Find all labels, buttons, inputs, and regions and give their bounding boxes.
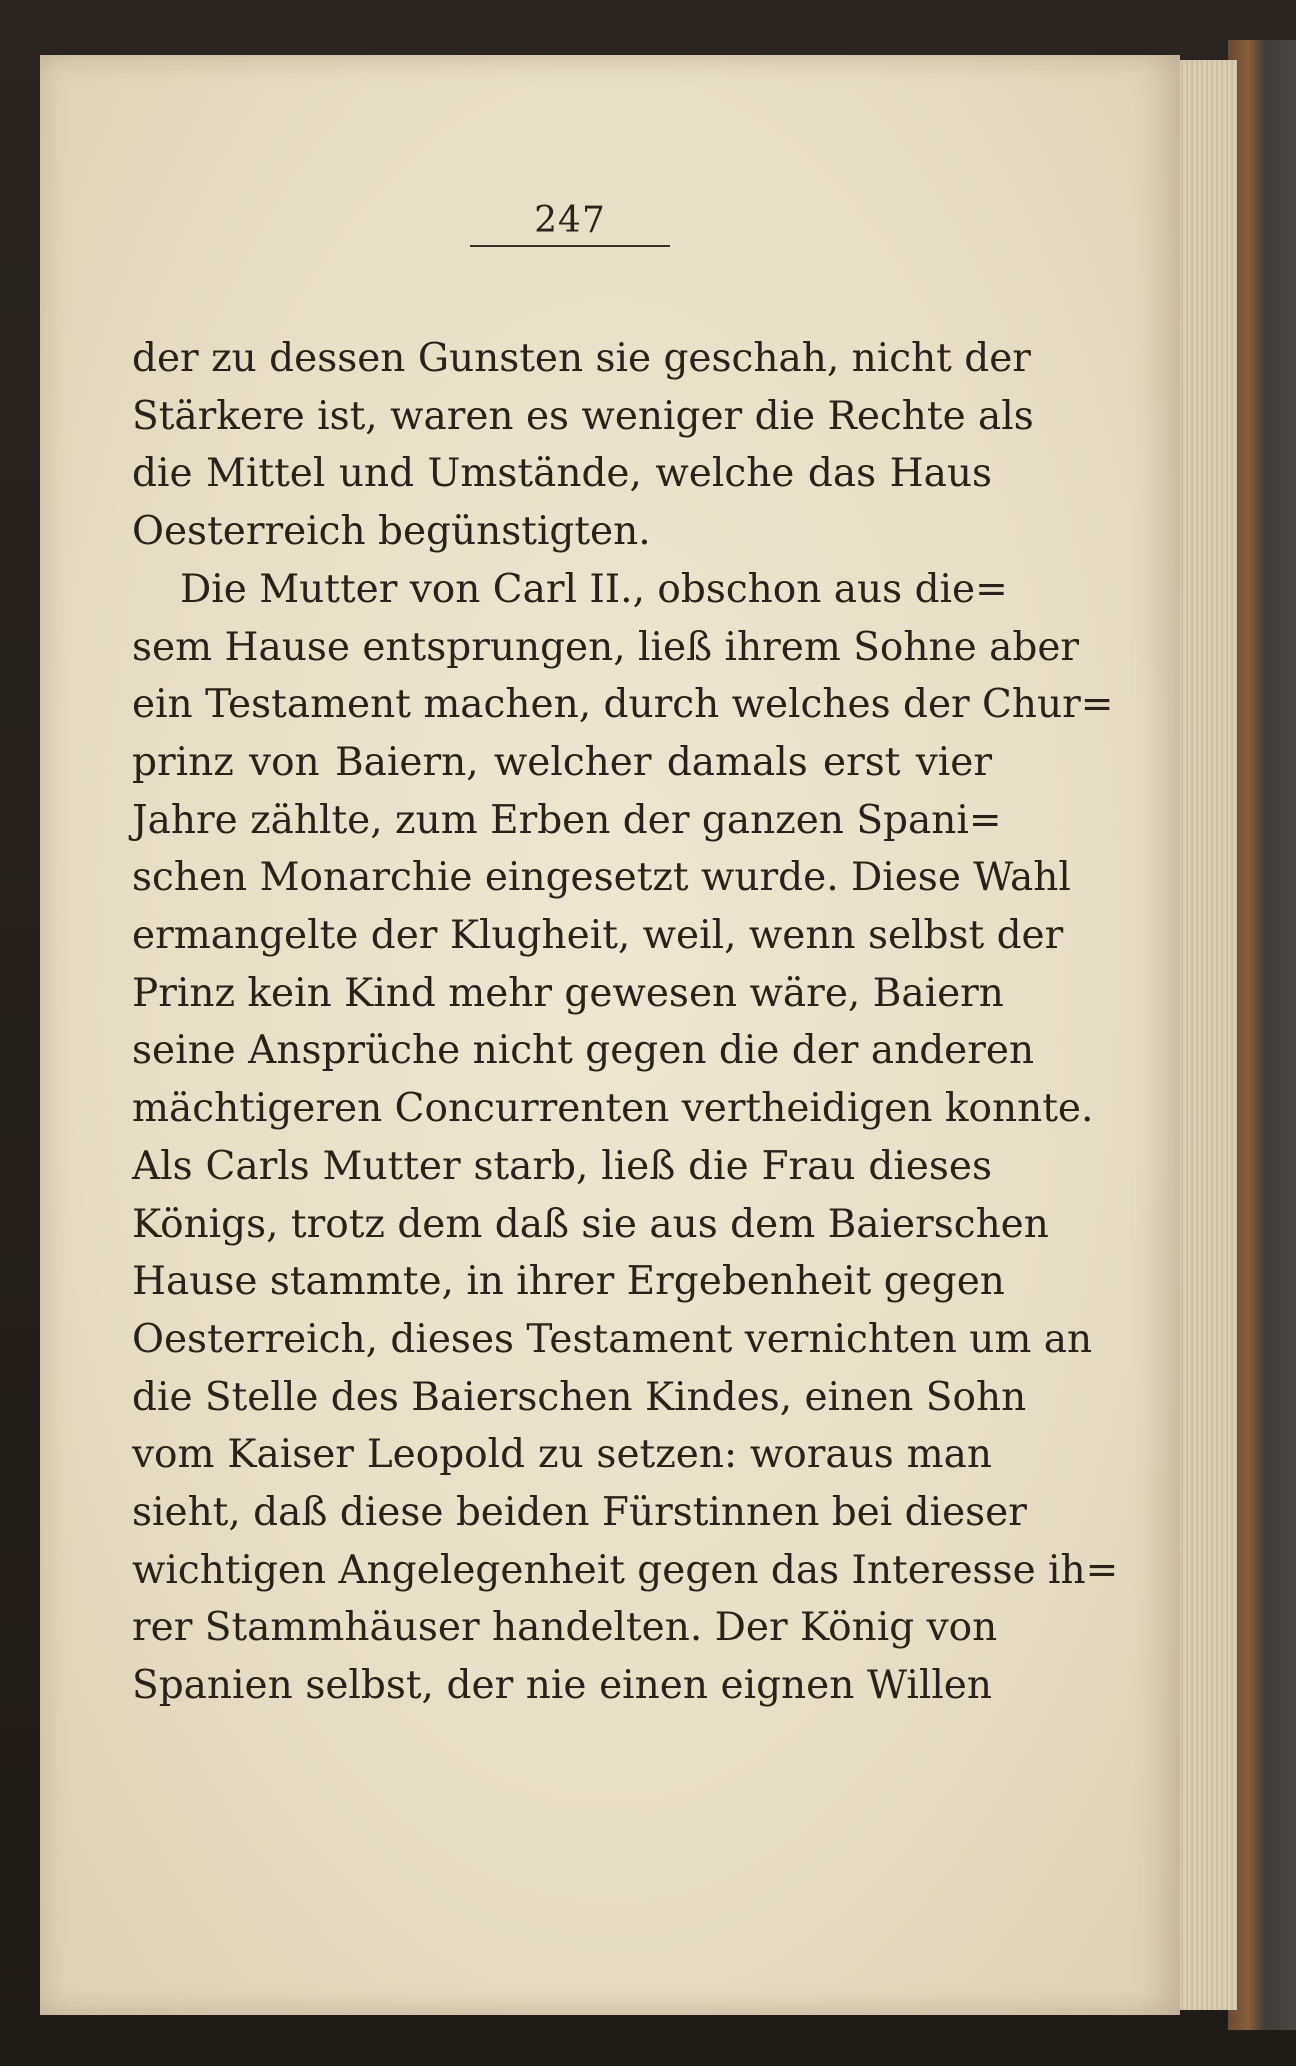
text-line: Stärkere ist, waren es weniger die Rechte als xyxy=(132,393,1034,439)
text-line: sem Hause entsprungen, ließ ihrem Sohne aber xyxy=(132,624,1080,670)
text-line: wichtigen Angelegenheit gegen das Interesse ih= xyxy=(132,1547,1119,1593)
text-line: prinz von Baiern, welcher damals erst vier xyxy=(132,739,992,785)
text-line: Die Mutter von Carl II., obschon aus die= xyxy=(180,566,1008,612)
page-header xyxy=(470,200,670,247)
text-line: ein Testament machen, durch welches der Chur= xyxy=(132,682,1114,728)
text-line: seine Ansprüche nicht gegen die der anderen xyxy=(132,1028,1035,1074)
text-line: vom Kaiser Leopold zu setzen: woraus man xyxy=(132,1432,992,1478)
text-line: mächtigeren Concurrenten vertheidigen konnte. xyxy=(132,1086,1094,1132)
text-line: Jahre zählte, zum Erben der ganzen Spani= xyxy=(132,797,1002,843)
text-line: Oesterreich begünstigten. xyxy=(132,509,651,555)
text-line: Königs, trotz dem daß sie aus dem Baierschen xyxy=(132,1201,1049,1247)
text-line: Prinz kein Kind mehr gewesen wäre, Baiern xyxy=(132,970,1004,1016)
text-line: die Mittel und Umstände, welche das Haus xyxy=(132,451,992,497)
body-text xyxy=(132,330,1119,1715)
text-line: ermangelte der Klugheit, weil, wenn selbst der xyxy=(132,913,1064,959)
text-line: die Stelle des Baierschen Kindes, einen Sohn xyxy=(132,1374,1027,1420)
text-line: Spanien selbst, der nie einen eignen Willen xyxy=(132,1663,992,1709)
page-edges xyxy=(1178,60,1237,2010)
text-line: Als Carls Mutter starb, ließ die Frau dieses xyxy=(132,1143,992,1189)
text-line: Hause stammte, in ihrer Ergebenheit gegen xyxy=(132,1259,1005,1305)
book-cover-edge xyxy=(1228,40,1296,2030)
text-line: schen Monarchie eingesetzt wurde. Diese Wahl xyxy=(132,855,1071,901)
text-line: rer Stammhäuser handelten. Der König von xyxy=(132,1605,998,1651)
text-line: Oesterreich, dieses Testament vernichten um an xyxy=(132,1316,1093,1362)
text-line: der zu dessen Gunsten sie geschah, nicht der xyxy=(132,336,1031,381)
page-number: 247 xyxy=(534,200,606,241)
text-line: sieht, daß diese beiden Fürstinnen bei dieser xyxy=(132,1490,1027,1536)
header-rule xyxy=(470,245,670,247)
